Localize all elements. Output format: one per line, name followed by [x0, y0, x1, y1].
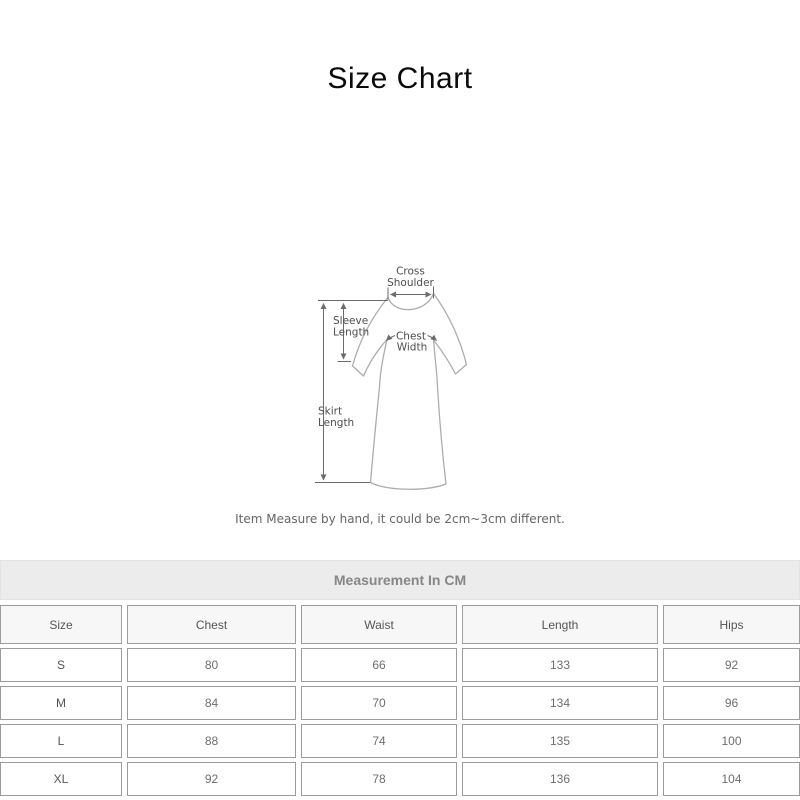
hips-cell: 92: [663, 648, 800, 682]
header-cell-hips: Hips: [663, 605, 800, 644]
waist-cell: 78: [301, 762, 457, 796]
chest-cell: 84: [127, 686, 296, 720]
measurement-table: [0, 560, 800, 796]
skirt-length-label: Length: [318, 417, 355, 429]
chest-cell: 80: [127, 648, 296, 682]
hips-cell: 100: [663, 724, 800, 758]
table-title: Measurement In CM: [0, 560, 800, 600]
header-cell-length: Length: [462, 605, 658, 644]
waist-cell: 70: [301, 686, 457, 720]
header-cell-waist: Waist: [301, 605, 457, 644]
cross-shoulder-label: Cross: [396, 265, 425, 278]
length-cell: 134: [462, 686, 658, 720]
header-cell-chest: Chest: [127, 605, 296, 644]
hips-cell: 96: [663, 686, 800, 720]
chest-width-label: Width: [396, 341, 428, 354]
chest-cell: 88: [127, 724, 296, 758]
size-cell: L: [0, 724, 122, 758]
header-cell-size: Size: [0, 605, 122, 644]
skirt-length-label: Skirt: [318, 405, 343, 418]
chest-cell: 92: [127, 762, 296, 796]
size-cell: S: [0, 648, 122, 682]
size-cell: XL: [0, 762, 122, 796]
length-cell: 136: [462, 762, 658, 796]
length-cell: 135: [462, 724, 658, 758]
sleeve-length-label: Length: [333, 326, 370, 339]
cross-shoulder-label: Shoulder: [387, 277, 434, 289]
hips-cell: 104: [663, 762, 800, 796]
sleeve-length-label: Sleeve: [333, 315, 369, 327]
waist-cell: 74: [301, 724, 457, 758]
waist-cell: 66: [301, 648, 457, 682]
size-diagram: [300, 255, 520, 515]
size-cell: M: [0, 686, 122, 720]
chest-width-label: Chest: [395, 330, 427, 343]
diagram-labels: [318, 266, 435, 430]
page-title: Size Chart: [327, 62, 473, 95]
measure-note: Item Measure by hand, it could be 2cm~3cm different.: [235, 512, 565, 526]
size-grid: [0, 605, 800, 796]
dress-measurement-illustration: [300, 255, 520, 515]
length-cell: 133: [462, 648, 658, 682]
dress-outline: [353, 294, 467, 490]
